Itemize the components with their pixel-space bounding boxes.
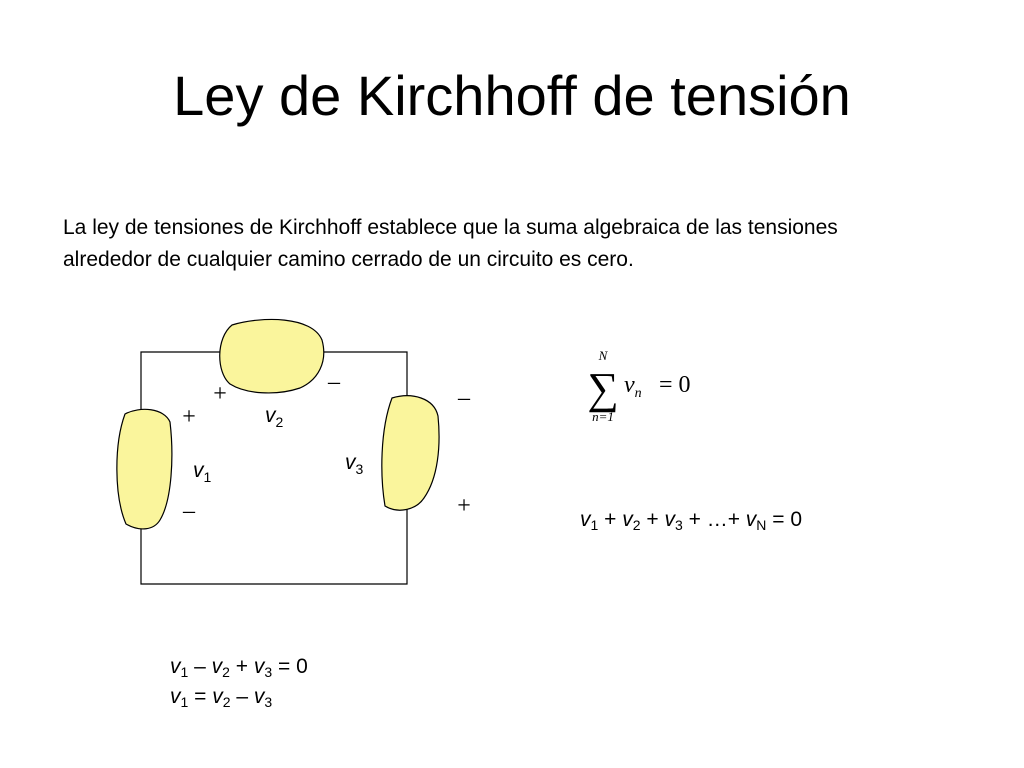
subscript: 1 xyxy=(590,517,599,533)
example2-term-3 xyxy=(254,685,272,708)
intro-paragraph: La ley de tensiones de Kirchhoff establece que la suma algebraica de las tensiones alrededor de cualquier camino cerrado de un circuito es cero. xyxy=(63,216,838,271)
operator: + xyxy=(598,508,623,531)
subscript: N xyxy=(756,517,767,533)
operator: + xyxy=(640,508,665,531)
variable: v xyxy=(622,508,633,531)
variable: v xyxy=(664,508,675,531)
sum-symbol: ∑ xyxy=(587,364,619,413)
element-v3 xyxy=(382,396,439,510)
example-equation-2 xyxy=(170,685,273,710)
v3-plus-sign: + xyxy=(457,493,471,519)
operator: – xyxy=(188,655,212,678)
sum-upper-limit: N xyxy=(598,348,608,363)
v1-plus-sign: + xyxy=(182,404,196,430)
subscript: 3 xyxy=(674,517,683,533)
subscript: 3 xyxy=(264,694,273,710)
sum-term: $v_n$ xyxy=(624,372,642,401)
v1-label: $v_1$ xyxy=(193,459,212,485)
example1-term-2 xyxy=(212,655,230,678)
general-term-4 xyxy=(746,508,767,531)
example-equation-1 xyxy=(170,655,308,680)
v2-minus-sign: – xyxy=(328,369,340,395)
operator: – xyxy=(230,685,254,708)
subscript: 3 xyxy=(264,664,273,680)
element-v2 xyxy=(220,319,324,392)
sum-rhs: = 0 xyxy=(659,372,691,398)
operator: + xyxy=(229,655,254,678)
operator: = xyxy=(188,685,213,708)
v3-label: $v_3$ xyxy=(345,451,364,477)
general-term-3 xyxy=(664,508,682,531)
variable: v xyxy=(170,655,181,678)
example1-term-1 xyxy=(170,655,188,678)
operator: + …+ xyxy=(682,508,746,531)
element-v1 xyxy=(117,409,172,529)
subscript: 1 xyxy=(180,664,189,680)
general-term-2 xyxy=(622,508,640,531)
variable: v xyxy=(745,508,757,531)
subscript: 2 xyxy=(632,517,641,533)
v3-minus-sign: – xyxy=(458,385,470,411)
operator: = 0 xyxy=(766,508,803,531)
general-term-1 xyxy=(580,508,598,531)
variable: v xyxy=(212,685,223,708)
variable: v xyxy=(253,685,265,708)
subscript: 2 xyxy=(222,664,230,680)
v2-label: $v_2$ xyxy=(265,404,284,430)
variable: v xyxy=(253,655,265,678)
example2-term-2 xyxy=(212,685,230,708)
example2-term-1 xyxy=(170,685,188,708)
variable: v xyxy=(211,655,223,678)
example1-term-3 xyxy=(254,655,272,678)
general-kvl-equation xyxy=(580,508,803,533)
operator: = 0 xyxy=(272,655,308,678)
subscript: 2 xyxy=(222,694,231,710)
subscript: 1 xyxy=(180,694,189,710)
sum-lower-limit: n=1 xyxy=(592,409,614,424)
slide-title: Ley de Kirchhoff de tensión xyxy=(173,64,851,127)
variable: v xyxy=(170,685,181,708)
v2-plus-sign: + xyxy=(213,381,227,407)
v1-minus-sign: – xyxy=(183,498,195,524)
variable: v xyxy=(580,508,591,531)
